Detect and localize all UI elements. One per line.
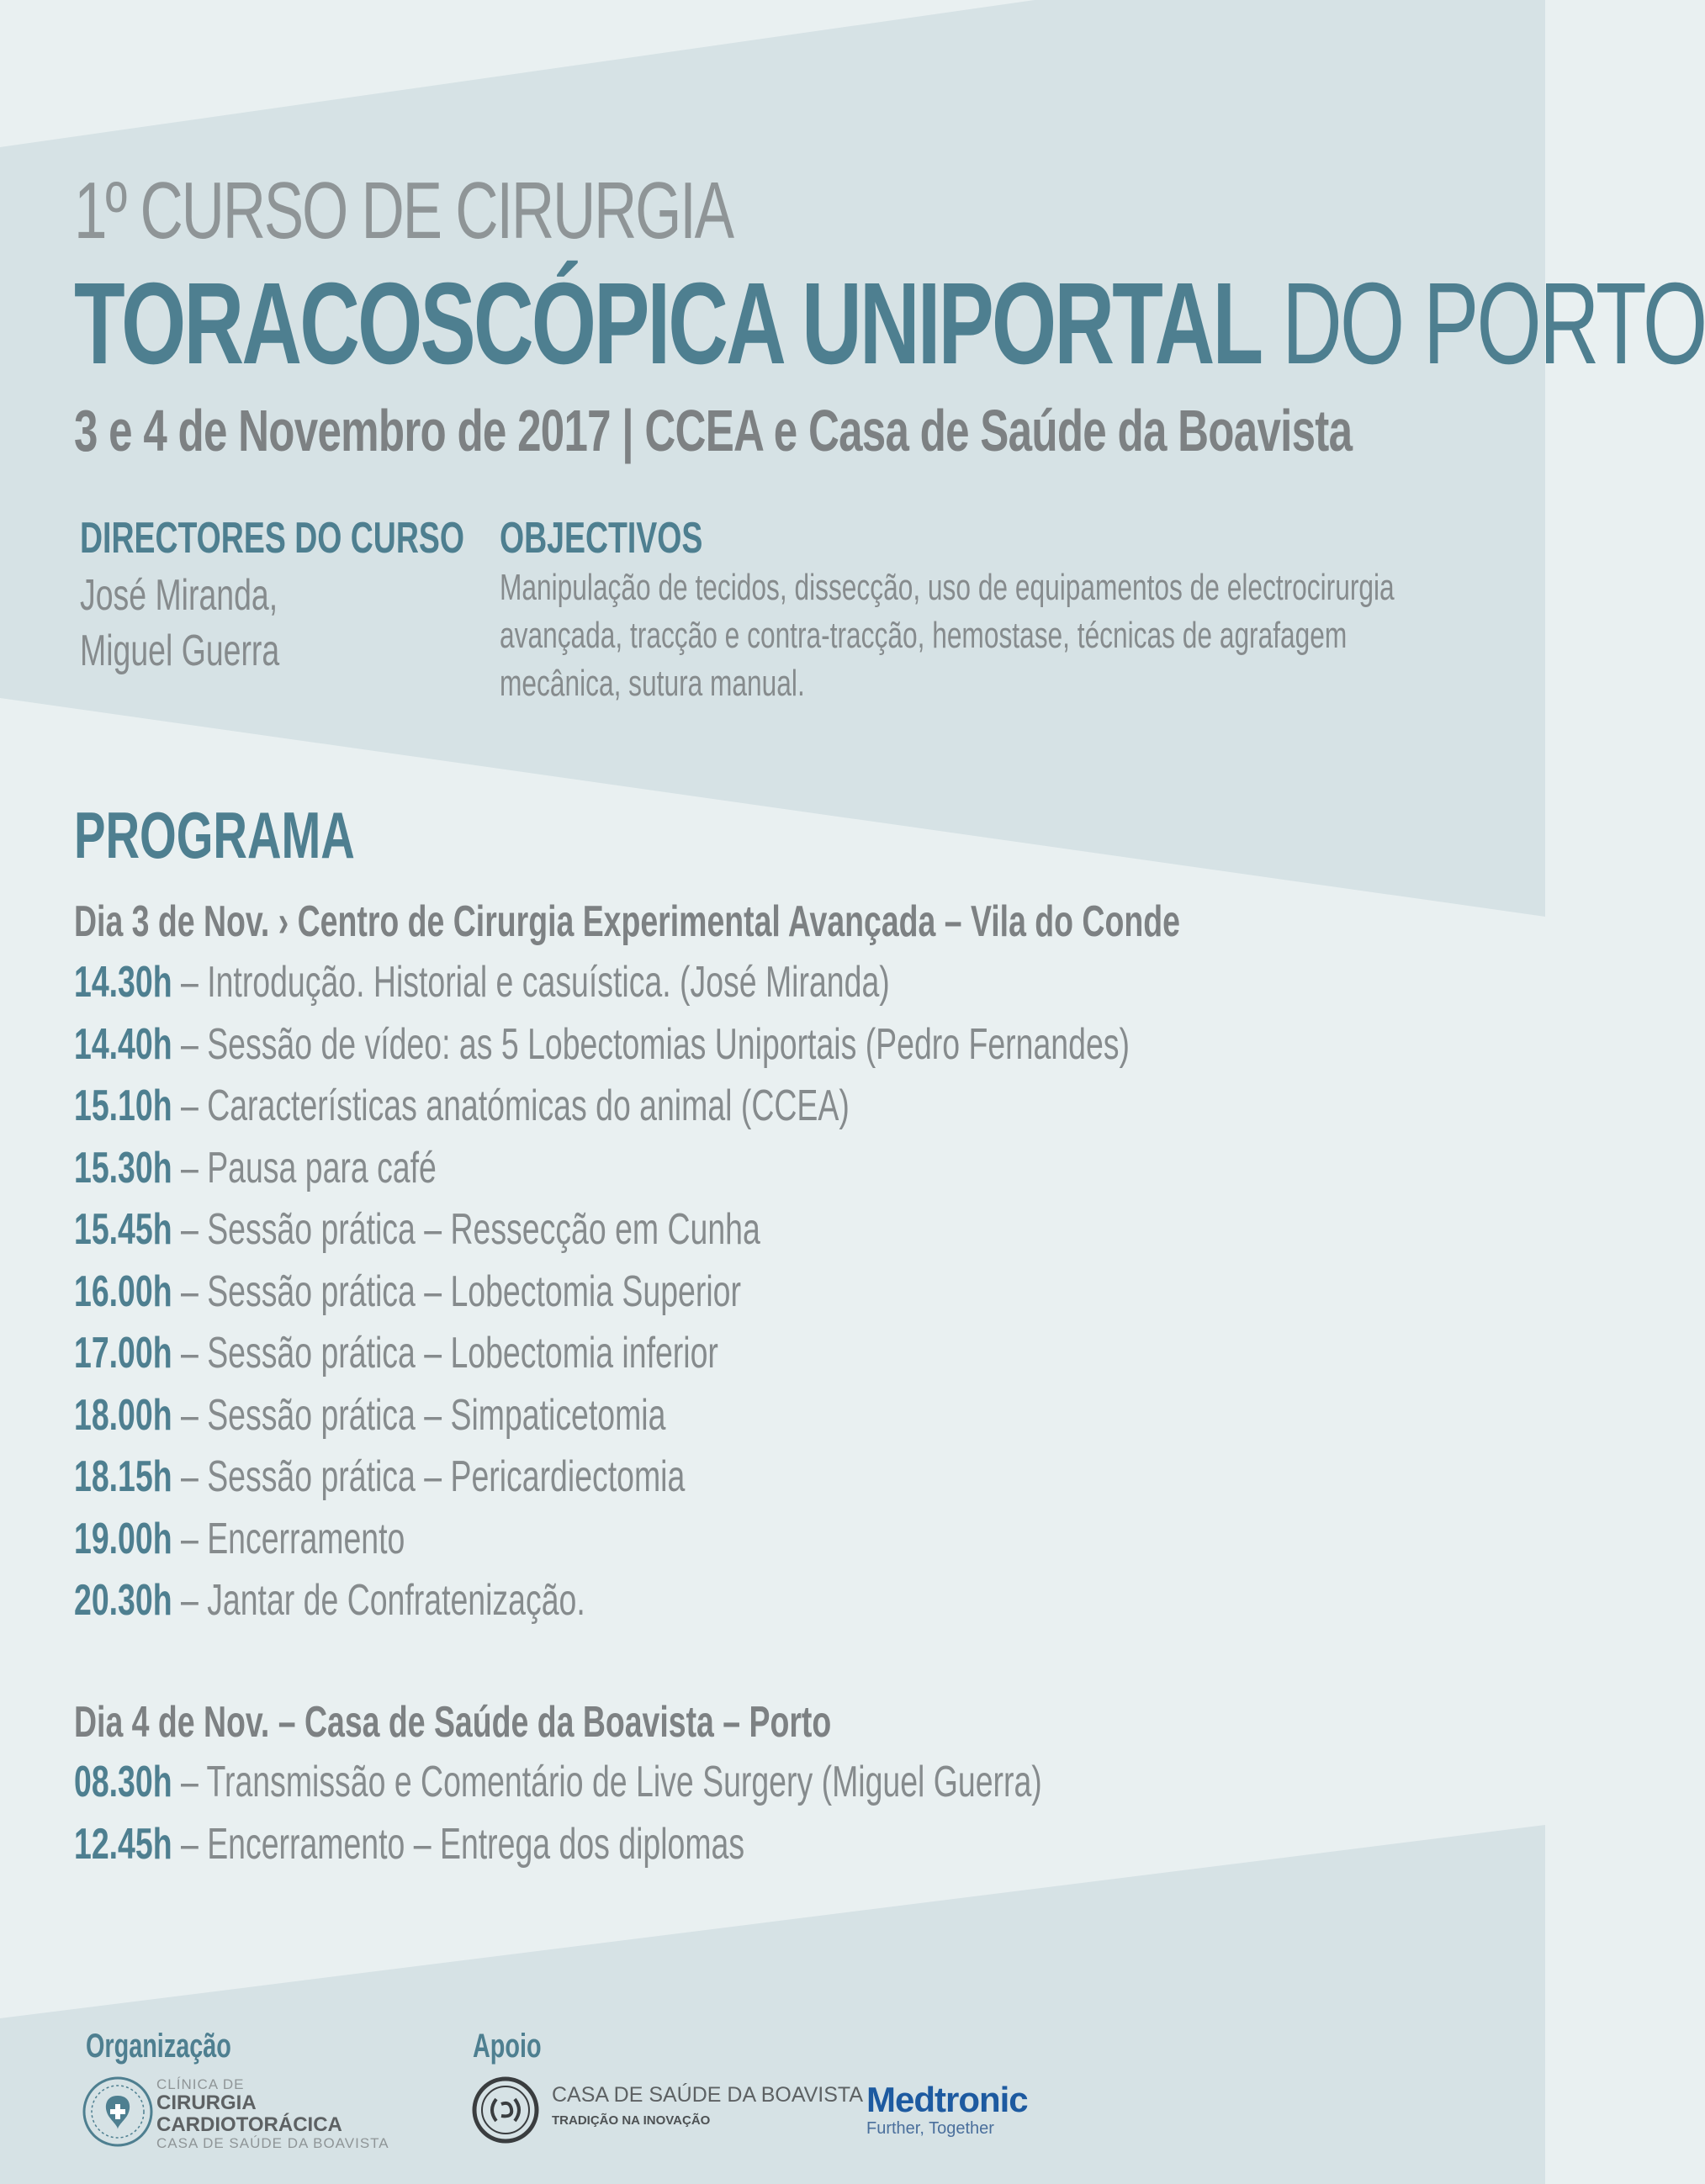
schedule-time: 18.15h	[74, 1452, 172, 1501]
medtronic-logo	[866, 2081, 1028, 2138]
schedule-desc: – Sessão prática – Simpaticetomia	[172, 1390, 666, 1440]
schedule-desc: – Pausa para café	[172, 1143, 437, 1192]
schedule-desc: – Encerramento	[172, 1514, 405, 1563]
schedule-item	[74, 1138, 1130, 1200]
day2-schedule	[74, 1752, 1418, 1875]
day2-heading: Dia 4 de Nov. – Casa de Saúde da Boavista – Porto	[74, 1698, 832, 1747]
schedule-item	[74, 1261, 1130, 1324]
title-line1: 1º CURSO DE CIRURGIA	[74, 166, 733, 256]
schedule-desc: – Sessão prática – Pericardiectomia	[172, 1452, 686, 1501]
schedule-time: 15.45h	[74, 1205, 172, 1254]
casa-saude-tagline: TRADIÇÃO NA INOVAÇÃO	[552, 2113, 711, 2128]
day1-label: Dia 3 de Nov.	[74, 897, 270, 946]
objectives-line-1: Manipulação de tecidos, dissecção, uso de equipamentos de electrocirurgia	[500, 567, 1395, 608]
schedule-time: 17.00h	[74, 1329, 172, 1378]
medtronic-name: Medtronic	[866, 2080, 1028, 2119]
event-subtitle: 3 e 4 de Novembro de 2017 | CCEA e Casa de Saúde da Boavista	[74, 398, 1353, 463]
apoio-heading: Apoio	[473, 2028, 542, 2065]
schedule-item	[74, 1814, 1042, 1876]
medtronic-tagline: Further, Together	[866, 2119, 994, 2138]
director-name-1: José Miranda,	[80, 571, 278, 620]
clinica-sub: CASA DE SAÚDE DA BOAVISTA	[156, 2135, 389, 2151]
schedule-item	[74, 1199, 1130, 1261]
title-city: DO PORTO	[1282, 259, 1705, 389]
schedule-desc: – Sessão de vídeo: as 5 Lobectomias Uniportais (Pedro Fernandes)	[172, 1019, 1130, 1069]
schedule-time: 08.30h	[74, 1758, 172, 1806]
schedule-item	[74, 1323, 1130, 1385]
schedule-time: 20.30h	[74, 1576, 172, 1625]
schedule-time: 14.30h	[74, 958, 172, 1007]
schedule-desc: – Sessão prática – Lobectomia inferior	[172, 1329, 718, 1378]
schedule-time: 15.30h	[74, 1143, 172, 1192]
schedule-desc: – Introdução. Historial e casuística. (José Miranda)	[172, 958, 890, 1007]
objectives-line-3: mecânica, sutura manual.	[500, 663, 805, 704]
schedule-item	[74, 1385, 1130, 1447]
programa-heading: PROGRAMA	[74, 798, 355, 872]
schedule-time: 16.00h	[74, 1267, 172, 1316]
schedule-time: 14.40h	[74, 1019, 172, 1069]
schedule-item	[74, 952, 1130, 1014]
title-line2	[74, 261, 1705, 387]
schedule-item	[74, 1446, 1130, 1509]
director-name-2: Miguel Guerra	[80, 627, 280, 675]
schedule-time: 12.45h	[74, 1819, 172, 1869]
schedule-time: 19.00h	[74, 1514, 172, 1563]
schedule-item	[74, 1509, 1130, 1571]
clinica-logo-text	[156, 2077, 389, 2151]
clinica-line2: CARDIOTORÁCICA	[156, 2113, 342, 2136]
casa-saude-logo-text	[552, 2082, 863, 2129]
casa-saude-name: CASA DE SAÚDE DA BOAVISTA	[552, 2083, 864, 2107]
schedule-desc: – Sessão prática – Lobectomia Superior	[172, 1267, 741, 1316]
schedule-desc: – Transmissão e Comentário de Live Surgery (Miguel Guerra)	[172, 1758, 1042, 1806]
schedule-item	[74, 1570, 1130, 1632]
day1-location: › Centro de Cirurgia Experimental Avançada – Vila do Conde	[269, 897, 1180, 946]
schedule-item	[74, 1076, 1130, 1138]
clinica-small-label: CLÍNICA DE	[156, 2076, 245, 2092]
schedule-desc: – Encerramento – Entrega dos diplomas	[172, 1819, 745, 1869]
schedule-time: 18.00h	[74, 1390, 172, 1440]
objectives-heading: OBJECTIVOS	[500, 514, 703, 563]
casa-saude-logo-icon	[471, 2076, 540, 2144]
clinica-line1: CIRURGIA	[156, 2091, 257, 2114]
directors-heading: DIRECTORES DO CURSO	[80, 514, 464, 563]
day1-heading	[74, 896, 1180, 947]
title-main: TORACOSCÓPICA UNIPORTAL	[74, 259, 1262, 389]
organizacao-heading: Organização	[86, 2028, 231, 2065]
objectives-line-2: avançada, tracção e contra-tracção, hemostase, técnicas de agrafagem	[500, 615, 1348, 656]
schedule-desc: – Jantar de Confratenização.	[172, 1576, 585, 1625]
clinica-logo-icon	[80, 2074, 156, 2150]
schedule-desc: – Características anatómicas do animal (CCEA)	[172, 1081, 850, 1130]
schedule-item	[74, 1752, 1042, 1814]
schedule-desc: – Sessão prática – Ressecção em Cunha	[172, 1205, 760, 1254]
day1-schedule	[74, 952, 1540, 1632]
schedule-time: 15.10h	[74, 1081, 172, 1130]
schedule-item	[74, 1014, 1130, 1076]
